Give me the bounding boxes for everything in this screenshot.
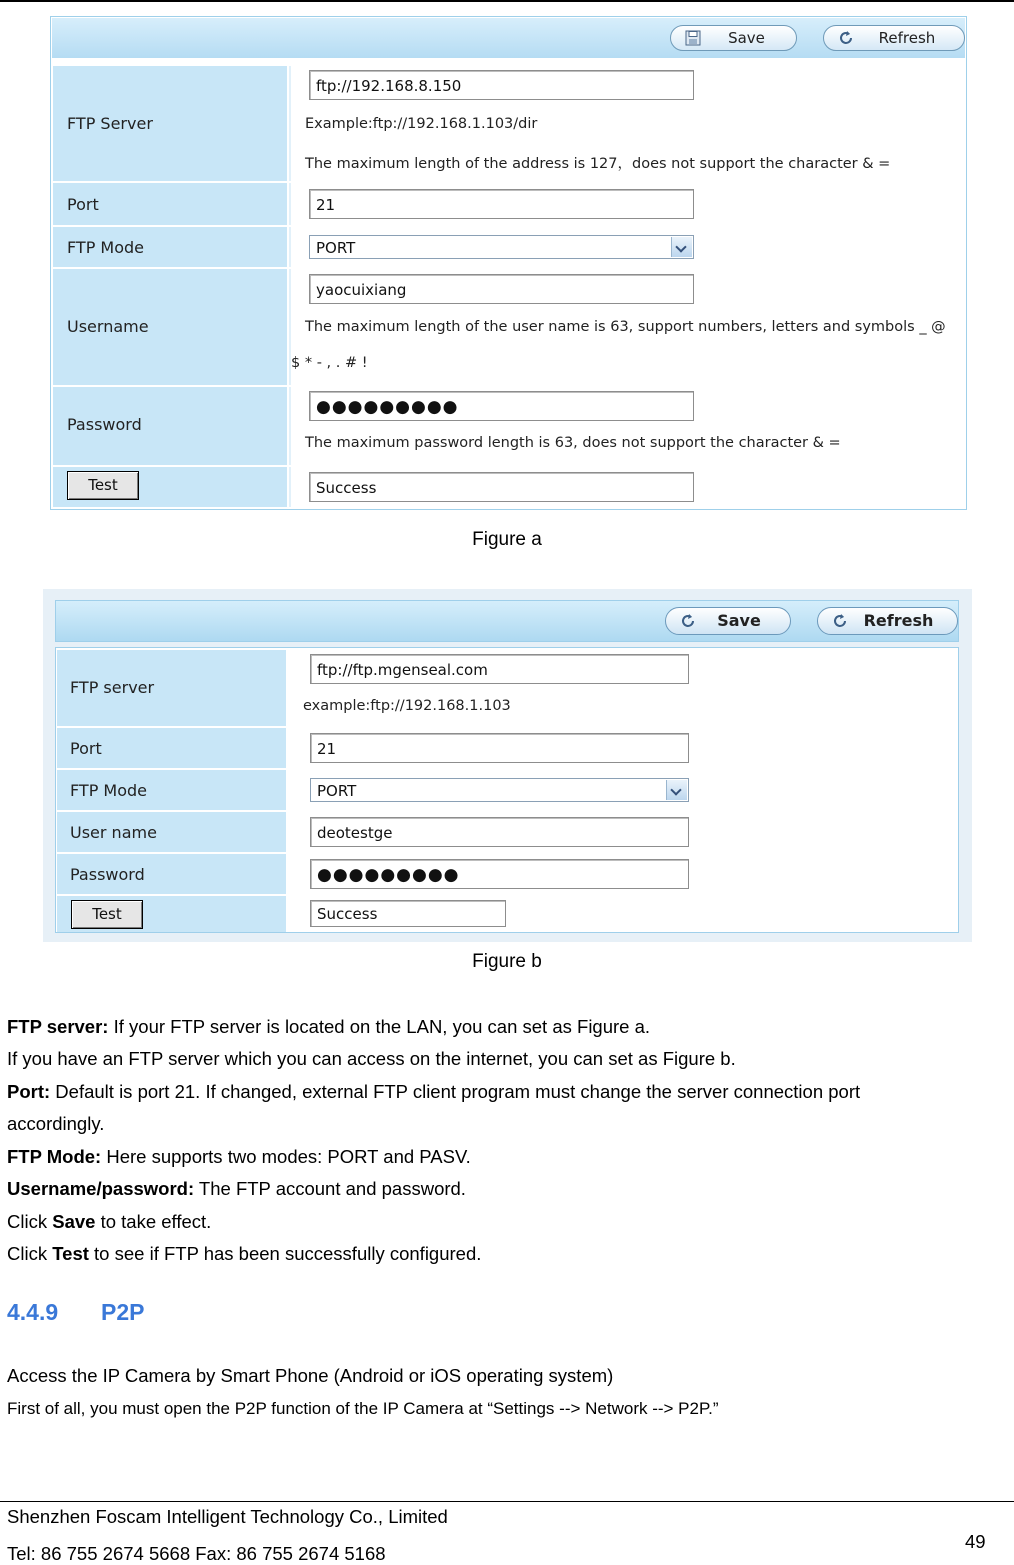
- username-label-cell: [53, 269, 287, 385]
- footer-company: Shenzhen Foscam Intelligent Technology Co., Limited: [7, 1506, 448, 1527]
- chevron-down-icon[interactable]: [671, 237, 692, 257]
- refresh-label: Refresh: [878, 29, 936, 47]
- figure-b-caption: Figure b: [472, 951, 542, 972]
- ftp-settings-table: [55, 647, 959, 933]
- port-input[interactable]: 21: [309, 189, 694, 219]
- refresh-label: Refresh: [863, 611, 934, 630]
- term-ftp-server: FTP server:: [7, 1016, 109, 1037]
- save-text: to take effect.: [95, 1211, 212, 1232]
- ftp-server-row: [53, 64, 964, 181]
- username-password-text: The FTP account and password.: [194, 1178, 466, 1199]
- click-save-paragraph: [7, 1211, 211, 1233]
- test-button[interactable]: Test: [67, 471, 139, 500]
- password-label: Password: [67, 415, 142, 434]
- password-row: [57, 852, 957, 894]
- test-row: [57, 894, 957, 932]
- footer-rule: [0, 1501, 1014, 1502]
- password-label-cell: [57, 854, 286, 894]
- ftp-server-label-cell: [57, 650, 286, 726]
- page-number: 49: [965, 1531, 986, 1552]
- test-result-cell: [288, 896, 957, 932]
- click-text: Click: [7, 1243, 53, 1264]
- ftp-mode-select[interactable]: [310, 778, 689, 802]
- term-ftp-mode: FTP Mode:: [7, 1146, 102, 1167]
- test-result-field: Success: [309, 472, 694, 502]
- ftp-mode-label: FTP Mode: [70, 781, 148, 800]
- save-button[interactable]: [665, 607, 791, 635]
- username-row: [53, 267, 964, 385]
- click-text: Click: [7, 1211, 53, 1232]
- ftp-server-example: example:ftp://192.168.1.103: [303, 698, 511, 714]
- password-input[interactable]: ●●●●●●●●●: [309, 391, 694, 421]
- password-value-cell: [288, 854, 957, 894]
- p2p-intro: Access the IP Camera by Smart Phone (Android or iOS operating system): [7, 1365, 614, 1386]
- term-username-password: Username/password:: [7, 1178, 195, 1199]
- username-row: [57, 810, 957, 852]
- port-label-cell: [57, 728, 286, 768]
- refresh-button[interactable]: [817, 607, 958, 635]
- term-save: Save: [52, 1211, 96, 1232]
- password-note: The maximum password length is 63, does not support the character & =: [305, 435, 841, 451]
- port-paragraph-cont: accordingly.: [7, 1113, 105, 1134]
- ftp-mode-select[interactable]: [309, 235, 694, 259]
- ftp-mode-value-cell: [288, 770, 957, 810]
- port-text: Default is port 21. If changed, external FTP client program must change the server connection port: [50, 1081, 861, 1102]
- ftp-server-text: If your FTP server is located on the LAN, you can set as Figure a.: [108, 1016, 651, 1037]
- save-button[interactable]: [670, 25, 797, 51]
- password-input[interactable]: ●●●●●●●●●: [310, 859, 689, 889]
- test-result-field: Success: [310, 900, 506, 927]
- save-label: Save: [717, 611, 761, 630]
- ftp-mode-selected: PORT: [317, 782, 357, 800]
- ftp-mode-row: [53, 225, 964, 267]
- test-row: [53, 465, 964, 507]
- test-button[interactable]: Test: [71, 900, 143, 929]
- ftp-mode-row: [57, 768, 957, 810]
- username-label: User name: [70, 823, 157, 842]
- password-value-cell: [289, 387, 964, 465]
- ftp-settings-panel-b: [43, 589, 972, 942]
- section-heading: [7, 1299, 144, 1326]
- port-row: [57, 726, 957, 768]
- top-rule: [0, 0, 1014, 2]
- username-note-line2: $ * - , . # !: [291, 355, 368, 371]
- username-label: Username: [67, 317, 149, 336]
- term-test: Test: [52, 1243, 89, 1264]
- port-input[interactable]: 21: [310, 733, 689, 763]
- username-input[interactable]: yaocuixiang: [309, 274, 694, 304]
- ftp-mode-selected: PORT: [316, 239, 356, 257]
- section-title: P2P: [101, 1299, 145, 1325]
- port-value-cell: [289, 183, 964, 225]
- username-value-cell: [288, 812, 957, 852]
- click-test-paragraph: [7, 1243, 481, 1265]
- ftp-mode-label-cell: [53, 227, 287, 267]
- ftp-mode-value-cell: [289, 227, 964, 267]
- ftp-server-example: Example:ftp://192.168.1.103/dir: [305, 116, 538, 132]
- refresh-button[interactable]: [823, 25, 965, 51]
- figure-a-caption: Figure a: [472, 529, 542, 550]
- test-button-cell: [57, 896, 286, 932]
- username-label-cell: [57, 812, 286, 852]
- port-label: Port: [67, 195, 99, 214]
- ftp-server-value-cell: [288, 650, 957, 726]
- username-password-paragraph: [7, 1178, 466, 1200]
- toolbar: [55, 600, 959, 642]
- password-label: Password: [70, 865, 145, 884]
- port-paragraph: [7, 1081, 860, 1103]
- username-value-cell: [289, 269, 964, 385]
- ftp-mode-label-cell: [57, 770, 286, 810]
- port-label-cell: [53, 183, 287, 225]
- ftp-server-input[interactable]: ftp://192.168.8.150: [309, 70, 694, 100]
- footer-contact: Tel: 86 755 2674 5668 Fax: 86 755 2674 5168: [7, 1543, 386, 1564]
- term-port: Port:: [7, 1081, 51, 1102]
- password-row: [53, 385, 964, 465]
- password-label-cell: [53, 387, 287, 465]
- ftp-server-label: FTP server: [70, 678, 155, 697]
- section-number: 4.4.9: [7, 1299, 59, 1325]
- ftp-server-label: FTP Server: [67, 114, 153, 133]
- ftp-server-row: [57, 648, 957, 726]
- ftp-server-value-cell: [289, 66, 964, 181]
- save-label: Save: [728, 29, 765, 47]
- test-button-cell: [53, 467, 287, 507]
- ftp-settings-panel-a: [50, 16, 967, 510]
- port-value-cell: [288, 728, 957, 768]
- toolbar: [52, 18, 965, 58]
- ftp-mode-label: FTP Mode: [67, 238, 145, 257]
- ftp-server-paragraph: [7, 1016, 650, 1038]
- ftp-server-input[interactable]: ftp://ftp.mgenseal.com: [310, 654, 689, 684]
- ftp-server-label-cell: [53, 66, 287, 181]
- ftp-server-note: The maximum length of the address is 127，does not support the character & =: [305, 156, 891, 172]
- internet-ftp-paragraph: If you have an FTP server which you can access on the internet, you can set as Figure b.: [7, 1048, 736, 1069]
- test-result-cell: [289, 467, 964, 507]
- ftp-mode-paragraph: [7, 1146, 471, 1168]
- chevron-down-icon[interactable]: [666, 780, 687, 800]
- port-row: [53, 181, 964, 225]
- ftp-mode-text: Here supports two modes: PORT and PASV.: [101, 1146, 471, 1167]
- port-label: Port: [70, 739, 102, 758]
- username-input[interactable]: deotestge: [310, 817, 689, 847]
- username-note-line1: The maximum length of the user name is 63, support numbers, letters and symbols _ @: [305, 319, 946, 335]
- test-text: to see if FTP has been successfully configured.: [88, 1243, 482, 1264]
- p2p-instruction: First of all, you must open the P2P function of the IP Camera at “Settings --> Network --> P2P.”: [7, 1399, 719, 1418]
